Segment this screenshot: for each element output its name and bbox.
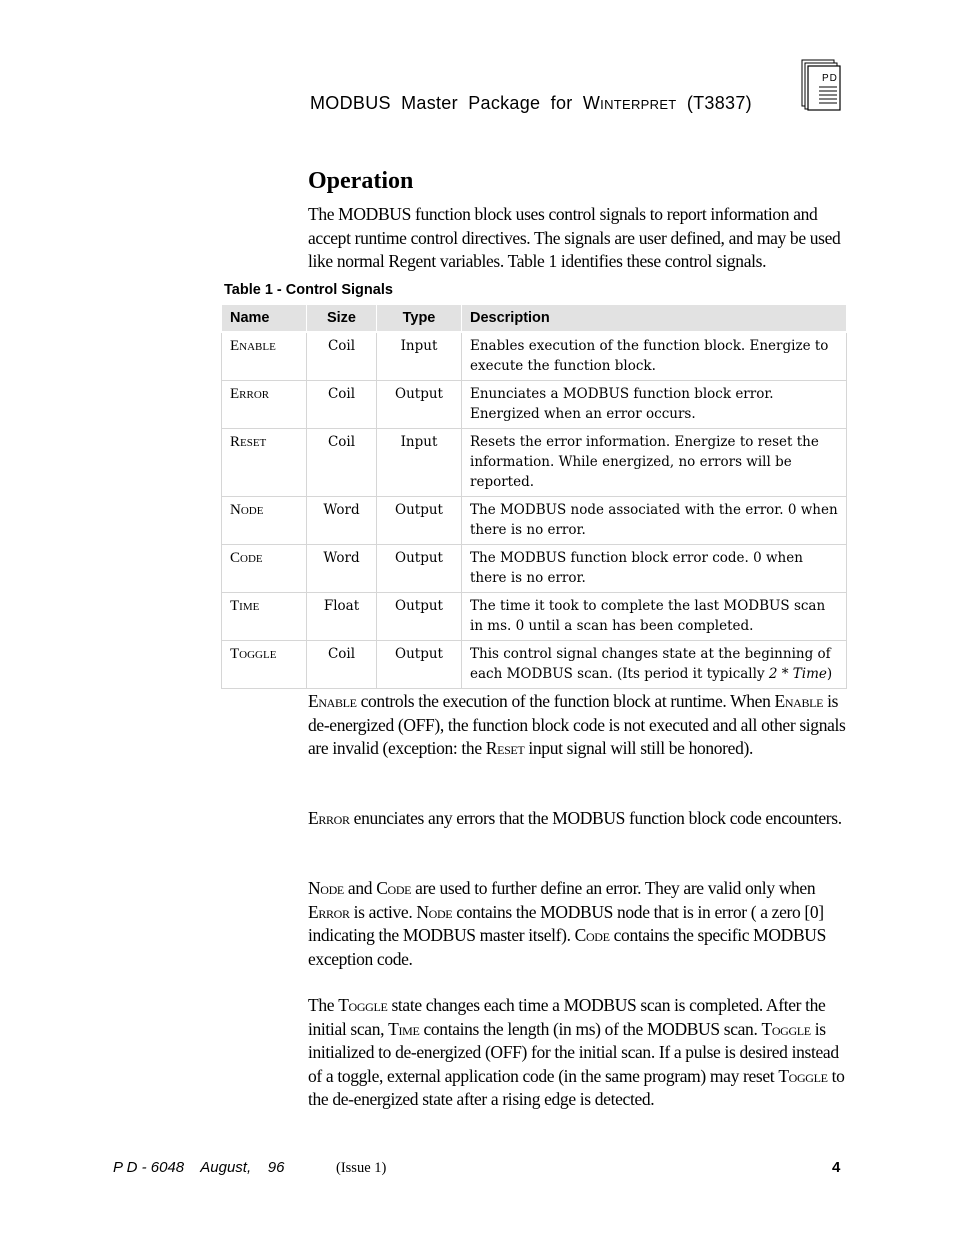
header-title-smallcaps: interpret xyxy=(600,93,677,113)
table-header-row xyxy=(222,305,847,333)
signal-type: Output xyxy=(377,381,462,429)
paragraph-text: enunciates any errors that the MODBUS function block code encounters. xyxy=(349,808,842,828)
signal-size: Coil xyxy=(307,641,377,689)
signal-ref: Toggle xyxy=(778,1065,828,1086)
signal-size: Word xyxy=(307,545,377,593)
paragraph-text: to the de-energized state after a rising edge is detected. xyxy=(308,1065,845,1109)
node-code-paragraph xyxy=(308,877,848,971)
toggle-paragraph xyxy=(308,994,848,1112)
signal-name: Time xyxy=(222,593,307,641)
table-row xyxy=(222,641,847,689)
table-row xyxy=(222,332,847,381)
signal-description-text: This control signal changes state at the beginning of each MODBUS scan. (Its period it typically xyxy=(470,646,831,682)
signal-ref: Enable xyxy=(308,691,357,711)
signal-description xyxy=(462,641,847,689)
paragraph-text: contains the specific MODBUS exception code. xyxy=(308,925,826,969)
paragraph-text: contains the MODBUS node that is in error ( a zero [0] indicating the MODBUS master itself). xyxy=(308,901,824,945)
signal-description-end: ) xyxy=(826,666,833,682)
table-row xyxy=(222,593,847,641)
footer-document-id: P D - 6048 August, 96 xyxy=(113,1159,285,1176)
signal-type: Output xyxy=(377,497,462,545)
signal-size: Word xyxy=(307,497,377,545)
paragraph-text: input signal will still be honored). xyxy=(524,738,753,758)
paragraph-text: contains the length (in ms) of the MODBUS scan. xyxy=(419,1018,762,1039)
signal-description: Enunciates a MODBUS function block error. Energized when an error occurs. xyxy=(462,381,847,429)
table-caption: Table 1 - Control Signals xyxy=(224,282,393,298)
signal-name: Code xyxy=(222,545,307,593)
paragraph-text: are used to further define an error. They are valid only when xyxy=(411,878,816,898)
table-row xyxy=(222,497,847,545)
paragraph-text: controls the execution of the function block at runtime. When xyxy=(356,691,775,711)
pd-document-icon xyxy=(800,58,842,112)
signal-type: Input xyxy=(377,332,462,381)
pd-logo-text: PD xyxy=(822,73,838,84)
paragraph-text: is de-energized (OFF), the function block code is not executed and all other signals are invalid (exception: the xyxy=(308,691,846,758)
signal-size: Coil xyxy=(307,381,377,429)
signal-description: Resets the error information. Energize to reset the information. While energized, no errors will be reported. xyxy=(462,429,847,497)
paragraph-text: state changes each time a MODBUS scan is completed. After the initial scan, xyxy=(308,995,826,1039)
column-header-type: Type xyxy=(377,305,462,333)
signal-ref: Enable xyxy=(774,691,824,711)
section-heading: Operation xyxy=(308,168,414,194)
enable-paragraph xyxy=(308,690,848,761)
signal-name: Enable xyxy=(222,332,307,381)
signal-type: Output xyxy=(377,641,462,689)
header-title-suffix: (T3837) xyxy=(676,93,752,113)
signal-description-italic: 2 * Time xyxy=(768,666,827,682)
signal-name: Toggle xyxy=(222,641,307,689)
signal-ref: Toggle xyxy=(761,1018,811,1039)
signal-type: Output xyxy=(377,593,462,641)
signal-size: Coil xyxy=(307,429,377,497)
signal-ref: Error xyxy=(308,901,350,922)
signal-description: The time it took to complete the last MODBUS scan in ms. 0 until a scan has been completed. xyxy=(462,593,847,641)
signal-ref: Error xyxy=(308,808,350,828)
signal-size: Float xyxy=(307,593,377,641)
intro-paragraph: The MODBUS function block uses control signals to report information and accept runtime control directives. The signals are user defined, and may be used like normal Regent variables. Table 1 identifies these control signals. xyxy=(308,204,841,271)
header-title-prefix: MODBUS Master Package for W xyxy=(310,93,601,113)
signal-type: Output xyxy=(377,545,462,593)
signal-ref: Code xyxy=(376,878,412,898)
signal-ref: Code xyxy=(574,925,610,945)
column-header-size: Size xyxy=(307,305,377,333)
page-number: 4 xyxy=(832,1159,841,1176)
table-row xyxy=(222,381,847,429)
paragraph-text: is active. xyxy=(349,901,417,922)
signal-name: Reset xyxy=(222,429,307,497)
signal-description: Enables execution of the function block. Energize to execute the function block. xyxy=(462,332,847,381)
signal-ref: Node xyxy=(416,901,453,922)
document-header-title xyxy=(310,93,752,114)
footer-issue: (Issue 1) xyxy=(336,1160,387,1176)
paragraph-text: The xyxy=(308,995,339,1015)
paragraph-text: and xyxy=(343,878,377,898)
paragraph-text: is initialized to de-energized (OFF) for the initial scan. If a pulse is desired instead of a toggle, external application code (in the same program) may reset xyxy=(308,1018,839,1086)
table-row xyxy=(222,545,847,593)
signal-type: Input xyxy=(377,429,462,497)
signal-name: Node xyxy=(222,497,307,545)
signal-ref: Node xyxy=(308,878,344,898)
signal-ref: Time xyxy=(388,1018,420,1039)
table-row xyxy=(222,429,847,497)
column-header-name: Name xyxy=(222,305,307,333)
control-signals-table xyxy=(221,304,847,689)
signal-ref: Reset xyxy=(485,738,525,758)
column-header-description: Description xyxy=(462,305,847,333)
signal-ref: Toggle xyxy=(338,995,388,1015)
signal-description: The MODBUS node associated with the error. 0 when there is no error. xyxy=(462,497,847,545)
signal-size: Coil xyxy=(307,332,377,381)
signal-description: The MODBUS function block error code. 0 when there is no error. xyxy=(462,545,847,593)
signal-name: Error xyxy=(222,381,307,429)
error-paragraph xyxy=(308,807,848,831)
